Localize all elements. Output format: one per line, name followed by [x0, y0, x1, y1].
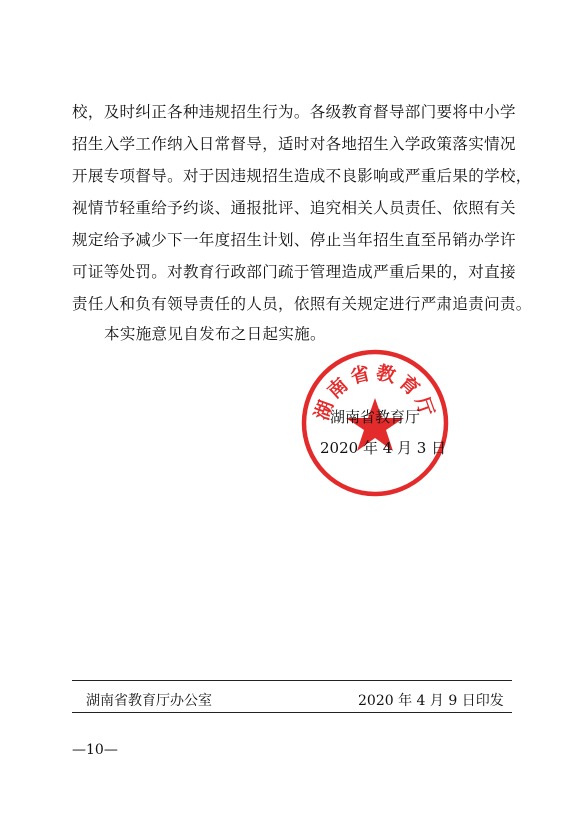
body-line: 规定给予减少下一年度招生计划、停止当年招生直至吊销办学许 — [72, 231, 516, 249]
footer-print-date: 2020 年 4 月 9 日印发 — [358, 693, 504, 709]
issue-date: 2020 年 4 月 3 日 — [320, 439, 447, 457]
body-line: 校，及时纠正各种违规招生行为。各级教育督导部门要将中小学 — [72, 103, 516, 121]
closing-line: 本实施意见自发布之日起实施。 — [104, 325, 326, 343]
body-line: 开展专项督导。对于因违规招生造成不良影响或严重后果的学校， — [72, 167, 532, 185]
body-line: 责任人和负有领导责任的人员，依照有关规定进行严肃追责问责。 — [72, 295, 532, 313]
body-line: 视情节轻重给予约谈、通报批评、追究相关人员责任、依照有关 — [72, 199, 516, 217]
issuer-name: 湖南省教育厅 — [330, 408, 421, 426]
footer-top-rule — [72, 680, 512, 681]
body-line: 招生入学工作纳入日常督导，适时对各地招生入学政策落实情况 — [72, 135, 516, 153]
page-number: —10— — [72, 742, 118, 758]
seal-text: 湖南省教育厅 — [310, 361, 440, 424]
footer-office: 湖南省教育厅办公室 — [86, 693, 212, 709]
body-line: 可证等处罚。对教育行政部门疏于管理造成严重后果的，对直接 — [72, 263, 516, 281]
footer-bottom-rule — [72, 712, 512, 713]
